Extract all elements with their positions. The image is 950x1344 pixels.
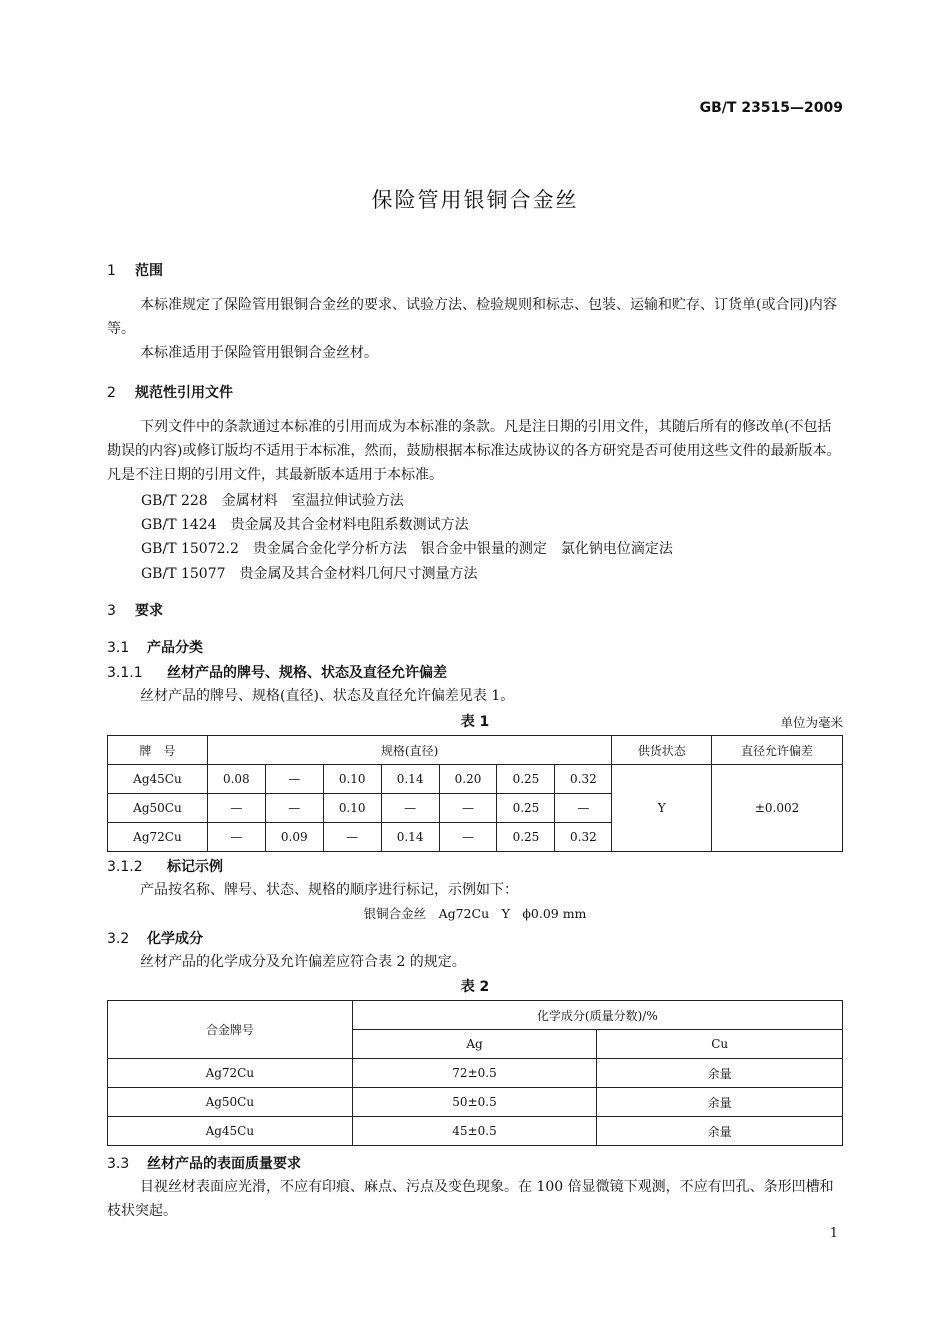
section-3-2-paragraph: 丝材产品的化学成分及允许偏差应符合表 2 的规定。 [140, 954, 466, 970]
spec-cell: 0.08 [207, 765, 265, 794]
table-row [108, 765, 843, 794]
ag-cell: 45±0.5 [352, 1117, 597, 1146]
section-number: 3.1 [107, 640, 130, 656]
spec-cell: — [323, 823, 381, 852]
section-3-3-heading [107, 1153, 301, 1173]
reference-item: GB/T 15072.2 贵金属合金化学分析方法 银合金中银量的测定 氯化钠电位滴定法 [141, 541, 673, 557]
grade-cell: Ag72Cu [108, 1059, 353, 1088]
spec-cell: — [207, 794, 265, 823]
section-number: 3.1.2 [107, 859, 143, 875]
spec-cell: 0.20 [439, 765, 497, 794]
reference-item: GB/T 15077 贵金属及其合金材料几何尺寸测量方法 [141, 566, 478, 582]
spec-cell: 0.32 [555, 765, 612, 794]
section-3-1-1-heading [107, 662, 447, 682]
section-title: 丝材产品的表面质量要求 [147, 1156, 301, 1172]
section-title: 范围 [135, 263, 163, 279]
marking-example: 银铜合金丝 Ag72Cu Y ϕ0.09 mm [363, 906, 587, 921]
header-tolerance: 直径允许偏差 [712, 736, 843, 765]
document-title: 保险管用银铜合金丝 [371, 188, 579, 212]
ag-cell: 72±0.5 [352, 1059, 597, 1088]
section-3-1-2-paragraph: 产品按名称、牌号、状态、规格的顺序进行标记，示例如下： [140, 882, 518, 898]
header-grade: 牌 号 [108, 736, 208, 765]
grade-cell: Ag72Cu [108, 823, 208, 852]
spec-cell: — [439, 823, 497, 852]
section-title: 产品分类 [147, 640, 203, 656]
header-grade: 合金牌号 [108, 1001, 353, 1059]
spec-cell: 0.25 [497, 794, 555, 823]
spec-cell: — [381, 794, 439, 823]
section-3-heading [107, 600, 163, 620]
section-3-3-paragraph: 目视丝材表面应光滑，不应有印痕、麻点、污点及变色现象。在 100 倍显微镜下观测，不应有凹孔、条形凹槽和枝状突起。 [107, 1179, 834, 1219]
section-2-paragraph: 下列文件中的条款通过本标准的引用而成为本标准的条款。凡是注日期的引用文件，其随后所有的修改单(不包括勘误的内容)或修订版均不适用于本标准，然而，鼓励根据本标准达成协议的各方研究是否可使用这些文件的最新版本。凡是不注日期的引用文件，其最新版本适用于本标准。 [107, 419, 841, 483]
state-cell: Y [612, 765, 712, 852]
header-ag: Ag [352, 1030, 597, 1059]
tolerance-cell: ±0.002 [712, 765, 843, 852]
spec-cell: — [439, 794, 497, 823]
section-title: 标记示例 [167, 859, 223, 875]
spec-cell: 0.09 [265, 823, 323, 852]
header-cu: Cu [597, 1030, 843, 1059]
spec-cell: — [555, 794, 612, 823]
section-number: 3 [107, 603, 116, 619]
reference-item: GB/T 228 金属材料 室温拉伸试验方法 [141, 493, 404, 509]
header-composition: 化学成分(质量分数)/% [352, 1001, 842, 1030]
header-spec: 规格(直径) [207, 736, 611, 765]
section-number: 3.1.1 [107, 665, 143, 681]
page-number: 1 [829, 1226, 838, 1241]
section-number: 2 [107, 385, 116, 401]
table-1 [107, 735, 843, 852]
table-2-caption: 表 2 [460, 979, 490, 995]
section-3-2-heading [107, 928, 203, 948]
spec-cell: — [207, 823, 265, 852]
spec-cell: 0.25 [497, 765, 555, 794]
header-state: 供货状态 [612, 736, 712, 765]
section-3-1-2-heading [107, 856, 223, 876]
grade-cell: Ag45Cu [108, 1117, 353, 1146]
table-1-unit: 单位为毫米 [780, 715, 843, 730]
cu-cell: 余量 [597, 1059, 843, 1088]
table-header-row [108, 736, 843, 765]
section-3-1-1-paragraph: 丝材产品的牌号、规格(直径)、状态及直径允许偏差见表 1。 [140, 688, 515, 704]
spec-cell: 0.10 [323, 794, 381, 823]
section-2-heading [107, 382, 233, 402]
spec-cell: 0.14 [381, 823, 439, 852]
ag-cell: 50±0.5 [352, 1088, 597, 1117]
section-title: 规范性引用文件 [135, 385, 233, 401]
table-row [108, 1059, 843, 1088]
spec-cell: — [265, 794, 323, 823]
table-row [108, 1117, 843, 1146]
cu-cell: 余量 [597, 1088, 843, 1117]
section-number: 3.3 [107, 1156, 130, 1172]
standard-code: GB/T 23515—2009 [699, 100, 843, 116]
section-3-1-heading [107, 637, 203, 657]
spec-cell: 0.14 [381, 765, 439, 794]
section-title: 要求 [135, 603, 163, 619]
section-number: 1 [107, 263, 116, 279]
section-1-heading [107, 260, 163, 280]
section-1-paragraph-2: 本标准适用于保险管用银铜合金丝材。 [140, 345, 378, 361]
grade-cell: Ag50Cu [108, 794, 208, 823]
table-1-caption: 表 1 [460, 714, 490, 730]
spec-cell: 0.25 [497, 823, 555, 852]
section-title: 丝材产品的牌号、规格、状态及直径允许偏差 [167, 665, 447, 681]
section-number: 3.2 [107, 931, 130, 947]
grade-cell: Ag50Cu [108, 1088, 353, 1117]
cu-cell: 余量 [597, 1117, 843, 1146]
grade-cell: Ag45Cu [108, 765, 208, 794]
spec-cell: 0.10 [323, 765, 381, 794]
table-header-row [108, 1001, 843, 1030]
section-title: 化学成分 [147, 931, 203, 947]
table-2 [107, 1000, 843, 1146]
spec-cell: — [265, 765, 323, 794]
reference-item: GB/T 1424 贵金属及其合金材料电阻系数测试方法 [141, 517, 469, 533]
table-row [108, 1088, 843, 1117]
section-1-paragraph-1: 本标准规定了保险管用银铜合金丝的要求、试验方法、检验规则和标志、包装、运输和贮存、订货单(或合同)内容等。 [107, 297, 837, 337]
spec-cell: 0.32 [555, 823, 612, 852]
